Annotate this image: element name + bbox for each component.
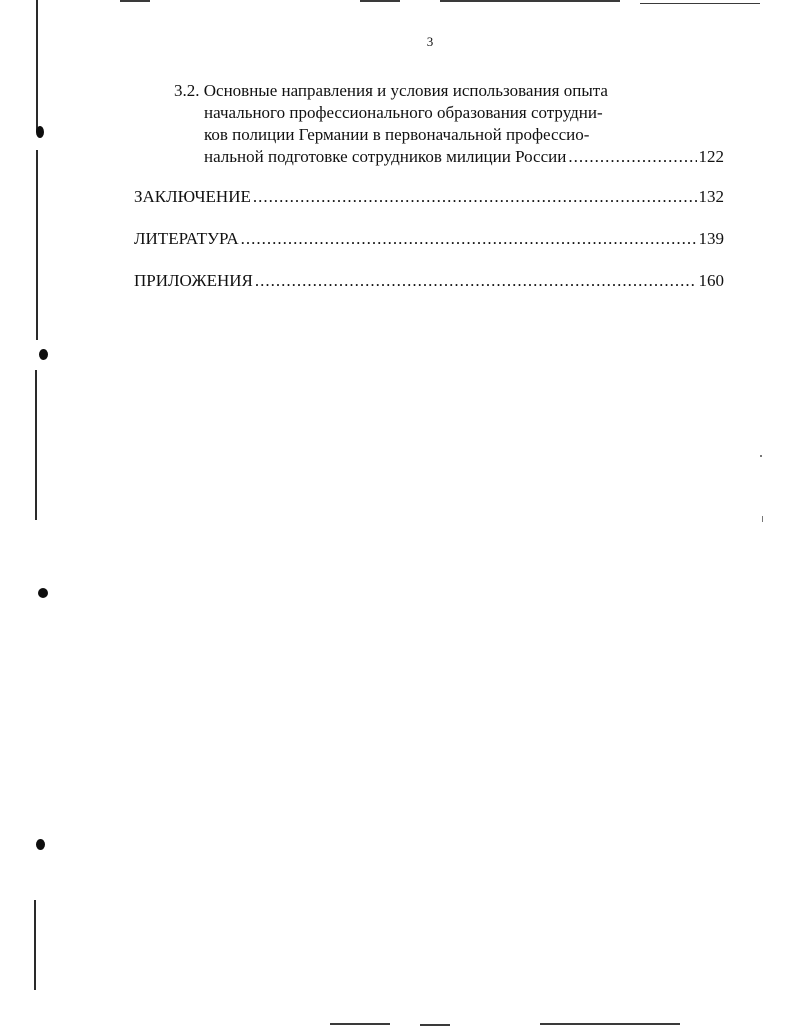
toc-page-number: 139	[698, 229, 724, 248]
toc-page-number: 132	[698, 187, 724, 206]
toc-entry-title-line: 3.2. Основные направления и условия использования опыта	[174, 81, 608, 100]
punch-hole-mark	[38, 588, 48, 598]
toc-entry-title: ЛИТЕРАТУРА	[134, 229, 239, 248]
toc-entry-conclusion	[134, 186, 724, 208]
table-of-contents	[134, 80, 724, 312]
toc-entry-appendices	[134, 270, 724, 292]
bottom-edge-mark	[330, 1023, 390, 1025]
binding-edge-line	[35, 370, 37, 520]
punch-hole-mark	[39, 349, 48, 360]
toc-entry-title-line: нальной подготовке сотрудников милиции России	[204, 147, 567, 166]
toc-entry-title-line: ков полиции Германии в первоначальной профессио-	[204, 125, 590, 144]
dot-leader	[241, 228, 697, 250]
toc-entry-last-line	[134, 146, 724, 168]
binding-edge-line	[34, 900, 36, 990]
punch-hole-mark	[36, 126, 44, 138]
bottom-edge-mark	[540, 1023, 680, 1025]
dot-leader	[253, 186, 697, 208]
dot-leader	[568, 146, 696, 168]
bottom-edge-mark	[420, 1024, 450, 1026]
punch-hole-mark	[36, 839, 45, 850]
toc-page-number: 160	[698, 271, 724, 290]
scan-speck	[760, 455, 762, 457]
toc-entry-title: ЗАКЛЮЧЕНИЕ	[134, 187, 251, 206]
dot-leader	[255, 270, 697, 292]
toc-entry-literature	[134, 228, 724, 250]
binding-edge-line	[36, 0, 38, 132]
toc-entry-title-line: начального профессионального образования сотрудни-	[204, 103, 603, 122]
top-edge-mark	[120, 0, 150, 2]
page-number: 3	[426, 34, 434, 49]
top-edge-mark	[640, 3, 760, 4]
binding-edge-line	[36, 150, 38, 340]
scan-speck	[762, 516, 763, 522]
toc-entry-section-3-2	[134, 80, 724, 168]
top-edge-mark	[360, 0, 400, 2]
top-edge-mark	[440, 0, 620, 2]
toc-page-number: 122	[698, 147, 724, 166]
toc-entry-title: ПРИЛОЖЕНИЯ	[134, 271, 253, 290]
